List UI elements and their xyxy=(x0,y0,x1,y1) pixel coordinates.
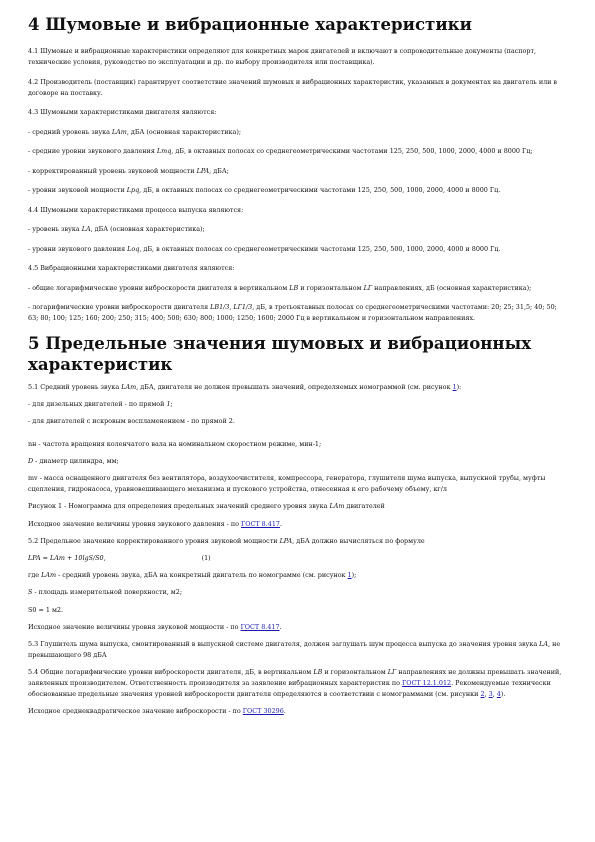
list-item-corrected-power: - корректированный уровень звуковой мощности LPA, дБА; xyxy=(28,166,229,175)
paragraph-4-1: 4.1 Шумовые и вибрационные характеристики определяют для конкретных марок двигателей и включают в сопроводительные документы (паспорт, технические условия, руководство по эксплуатации и др. по выбору производителя или поставщика). xyxy=(28,47,537,66)
list-item-sound-pressure: - средние уровни звукового давления Lmq, дБ, в октавных полосах со среднегеометрическими частотами 125, 250, 500, 1000, 2000, 4000 и 8000 Гц; xyxy=(28,147,533,155)
figure-1-link[interactable]: 1 xyxy=(452,382,457,391)
list-item-vibration-general: - общие логарифмические уровни виброскорости двигателя в вертикальном LВ и горизонтальном LГ направлениях, дБ (основная характеристика); xyxy=(28,283,532,292)
formula-where: где LAm - средний уровень звука, дБА на конкретный двигатель по номограмме (см. рисунок 1); xyxy=(28,571,357,580)
definition-mv: mv - масса оснащенного двигателя без вентилятора, воздухоочистителя, компрессора, генератора, глушителя шума выпуска, выпускной трубы, муфты сцепления, гидронасоса, уравновешивающего механизма и пускового устройства, отнесенная к его рабочему объему, кг/л xyxy=(28,474,546,494)
figure-1-link-2[interactable]: 1 xyxy=(347,571,352,580)
list-item-exhaust-pressure: - уровни звукового давления Loq, дБ, в октавных полосах со среднегеометрическими частотами 125, 250, 500, 1000, 2000, 4000 и 8000 Гц. xyxy=(28,244,501,253)
source-note-vibration: Исходное среднеквадратическое значение виброскорости - по ГОСТ 30296. xyxy=(28,707,286,716)
definition-s0: S0 = 1 м2. xyxy=(28,605,64,614)
gost-12-1-012-link[interactable]: ГОСТ 12.1.012 xyxy=(401,679,452,688)
figure-4-link[interactable]: 4 xyxy=(496,690,501,699)
paragraph-4-2: 4.2 Производитель (поставщик) гарантирует соответствие значений шумовых и вибрационных характеристик, указанных в документах на двигатель или в договоре на поставку. xyxy=(28,77,558,97)
figure-3-link[interactable]: 3 xyxy=(488,690,493,699)
gost-8-417-link[interactable]: ГОСТ 8.417 xyxy=(241,519,280,528)
list-item-diesel: - для дизельных двигателей - по прямой 1; xyxy=(28,399,173,408)
list-item-exhaust-level: - уровень звука LA, дБА (основная характеристика); xyxy=(28,225,205,233)
source-note-pressure: Исходное значение величины уровня звукового давления - по ГОСТ 8.417. xyxy=(28,519,282,528)
paragraph-4-4: 4.4 Шумовыми характеристиками процесса выпуска являются: xyxy=(28,205,244,214)
list-item-sound-level: - средний уровень звука LAm, дБА (основная характеристика); xyxy=(28,127,241,136)
paragraph-4-5: 4.5 Вибрационными характеристиками двигателя являются: xyxy=(28,264,235,272)
formula-1 xyxy=(28,553,567,564)
definition-s: S - площадь измерительной поверхности, м2; xyxy=(28,588,182,597)
section-4-heading: 4 Шумовые и вибрационные характеристики xyxy=(28,14,472,34)
definition-nn: nн - частота вращения коленчатого вала на номинальном скоростном режиме, мин-1; xyxy=(28,439,322,448)
definition-d: D - диаметр цилиндра, мм; xyxy=(28,457,119,466)
paragraph-5-4: 5.4 Общие логарифмические уровни виброскорости двигателя, дБ, в вертикальном LВ и горизонтальном LГ направлениях не должны превышать значений, заявленных производителем. Ответственность производителя за заявление вибрационных характеристик по ГОСТ 12.1.012. Рекомендуемые технически обоснованные предельные значения уровней виброскорости двигателя определяются в соответствии с номограммами (см. рисунки 2, 3, 4). xyxy=(28,668,562,699)
gost-30296-link[interactable]: ГОСТ 30296 xyxy=(242,707,284,716)
paragraph-5-1: 5.1 Средний уровень звука LAm, дБА, двигателя не должен превышать значений, определяемых номограммой (см. рисунок 1): xyxy=(28,382,462,391)
gost-8-417-link-2[interactable]: ГОСТ 8.417 xyxy=(240,622,280,631)
formula-expression: LPA = LAm + 10lgS/S0, xyxy=(28,554,106,562)
source-note-power: Исходное значение величины уровня звуковой мощности - по ГОСТ 8.417. xyxy=(28,622,282,631)
list-item-spark-ignition: - для двигателей с искровым воспламенением - по прямой 2. xyxy=(28,416,235,425)
paragraph-4-3: 4.3 Шумовыми характеристиками двигателя являются: xyxy=(28,108,217,116)
list-item-vibration-third-octave: - логарифмические уровни виброскорости двигателя LВ1/3, LГ1/3, дБ, в третьоктавных полосах со среднегеометрическими частотами: 20; 25; 31,5; 40; 50; 63; 80; 100; 125; 160; 200; 250; 315; 400; 500; 630; 800; 1000; 1250; 1600; 2000 Гц в вертикальном и горизонтальном направлениях. xyxy=(28,303,557,322)
section-5-heading: 5 Предельные значения шумовых и вибрационных характеристик xyxy=(28,332,532,374)
formula-number: (1) xyxy=(201,554,211,562)
paragraph-5-3: 5.3 Глушитель шума выпуска, смонтированный в выпускной системе двигателя, должен заглушать шум процесса выпуска до значения уровня звука LA, не превышающего 98 дБА xyxy=(28,639,561,659)
paragraph-5-2: 5.2 Предельное значение корректированного уровня звуковой мощности LPA, дБА должно вычисляться по формуле xyxy=(28,536,425,545)
figure-1-caption: Рисунок 1 - Номограмма для определения предельных значений среднего уровня звука LAm двигателей xyxy=(28,502,385,511)
figure-2-link[interactable]: 2 xyxy=(480,690,485,699)
list-item-sound-power: - уровни звуковой мощности Lpq, дБ, в октавных полосах со среднегеометрическими частотами 125, 250, 500, 1000, 2000, 4000 и 8000 Гц. xyxy=(28,186,501,194)
